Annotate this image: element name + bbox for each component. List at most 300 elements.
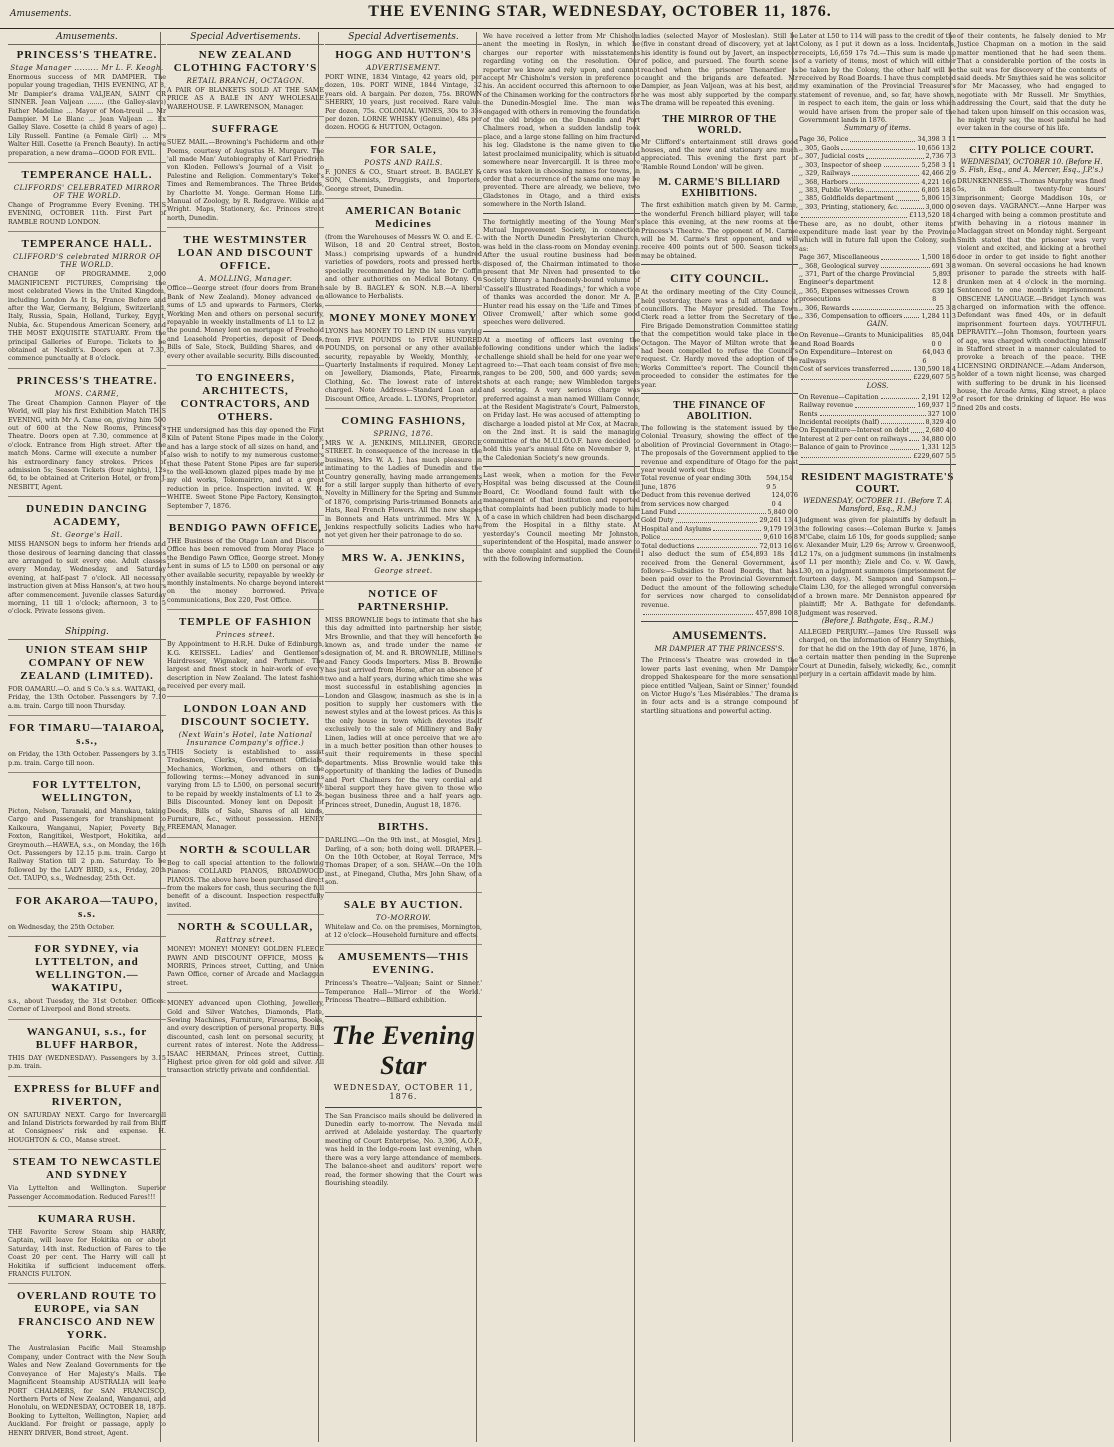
advert-text: CHANGE OF PROGRAMME. 2,000 MAGNIFICENT PICTURES, Comprising the most celebrated Views in the United Kingdom, including London As It Is, France Before and after the War, Germany, Belgium, Switzerland, Italy, Russia, Spain, Holland, Turkey, Egypt, Nubia, &c. Stupendous American Scenery, and THE MOST EXQUISITE STATUARY. From the principal Galleries of Europe. Tickets to be obtained at Nesbitt's. Doors open at 7.30, commence punctually at 8 o'clock. [8,270,166,363]
table-row [799,365,956,373]
row-label: ,, 303, Inspector of sheep [799,160,882,169]
table-row [641,542,798,550]
loss-table [799,393,956,460]
advert-block [8,722,166,773]
row-value: 1,331 12 5 [921,443,956,452]
table-row [799,161,956,169]
row-value: 10,656 13 2 [917,143,956,152]
leader-dots [884,161,920,167]
row-value: 85,044 0 0 [931,331,954,348]
row-label: Incidental receipts (half) [799,418,880,427]
row-label: ,, 385, Goldfields department [799,194,894,203]
advert-text: Via Lyttelton and Wellington. Superior Passenger Accommodation. Reduced Fares!!! [8,1184,166,1201]
leader-dots [820,410,926,416]
advert-heading: FOR SALE, [370,143,437,156]
divider [325,1016,482,1017]
row-label: ,, 368, Geological survey [799,261,880,270]
row-value: 9,179 19 3 [763,524,798,533]
table-heading-gain: GAIN. [866,320,889,329]
table-row [799,178,956,186]
row-value: 124,076 0 4 [771,491,798,508]
advert-heading: NORTH & SCOULLAR [179,843,312,856]
leader-dots [881,262,930,268]
advert-heading: LONDON LOAN AND DISCOUNT SOCIETY. [181,702,310,728]
row-value: £229,607 5 5 [913,373,956,382]
column-2 [160,32,330,1442]
divider [641,264,798,265]
advert-block [8,1290,166,1441]
advert-block [325,205,482,306]
row-label: ,, 306, Rewards [799,303,850,312]
advert-block [167,123,324,228]
divider [483,331,640,332]
leader-dots [881,253,919,259]
advert-subheading: CLIFFORDS' CELEBRATED MIRROR OF THE WORLD. [13,184,161,201]
row-value: 5,840 0 0 [767,508,798,517]
news-paragraph: We have received a letter from Mr Chisholm anent the meeting in Roslyn, in which he charges our reporter with misstatements regarding voting on the resolution. Our reporter we know and rely upon, and cannot accept Mr Chisholm's version in preference to his. An accident occurred this afternoon to one of the Chinamen working for the contractors for the Dunedin-Mosgiel line. The man was engaged with others in removing the foundation of the old bridge on the Dunedin and Port Chalmers road, when a sudden landslip took place, and a large stone falling on him fractured his leg. Gladstone is the name given to the latest proclaimed municipality, which is situated somewhere near Invercargill. It is three more cars was taken in choosing names for towns, in order that a recurrence of the same one may be prevented. There are already, we believe, two Gladstones in Otago, and a third exists somewhere in the North Island. [483,32,640,209]
row-value: 4,221 16 6 [921,177,956,186]
row-value: 34,398 3 11 [917,135,956,144]
row-value: 2,680 4 0 [925,426,956,435]
advert-text: SUEZ MAIL.—Browning's Pachiderm and other Poems, courtesy of Augustus H. Murgarv. The 'all made Man' Autobiography of Karl Friedrich von Kloden. Fellows's Journal of a Visit to Palestine and Religion. Commentary's Tekel's Times and Remembrances. The Three Brides, by Charlotte M. Yonge. German Home Life. Manual of Zoology, by R. Redgrave. Wilkie and Wright. Maps, Stationery, &c. Princes street north, Dunedin. [167,138,324,222]
leader-dots [841,144,915,150]
row-value: 327 10 0 [927,409,956,418]
row-value: 8,329 4 0 [925,418,956,427]
article-subheading: MR DAMPIER AT THE PRINCESS'S. [654,645,785,654]
advert-subheading: Rattray street. [215,936,276,945]
advert-text: MRS W. A. JENKINS, MILLINER, GEORGE STREET. In consequence of the increase in the business, Mrs W. A. J. has much pleasure in intimating to the Ladies of Dunedin and the Country generally, having made arrangements for a still larger supply than hitherto of every Novelty in Millinery for the Spring and Summer of 1876, comprising Paris-trimmed Bonnets and Hats, Real French Flowers. All the new shapes in Bonnets and Hats untrimmed. Mrs W. A. Jenkins respectfully solicits Ladies who have not yet given her their patronage to do so. [325,438,482,540]
table-row [799,262,956,270]
table-row [641,525,798,533]
advert-block [8,238,166,368]
leader-dots [890,443,919,449]
advert-text: Beg to call special attention to the following Pianos: COLLARD PIANOS, BROADWOOD PIANOS. The above have been purchased direct from the makers for cash, thus securing the full benefit of a discount. Inspection respectfully invited. [167,858,324,909]
advert-block [167,49,324,117]
leader-text: The San Francisco mails should be delivered in Dunedin early to-morrow. The Nevada mail arrived at Adelaide yesterday. The quarterly meeting of Court Enterprise, No. 3,396, A.O.F., was held in the lodge-room last evening, when there was a very large attendance of members. The balance-sheet and auditors' report were read, the former showing that the Court was flourishing steadily. [325,1111,482,1187]
advert-block [325,312,482,409]
row-label: ,, 307, Judicial costs [799,152,865,161]
table-row [641,533,798,541]
row-label: ,, 365, Expenses witnesses Crown prosecutions [799,286,909,304]
advert-block [167,921,324,993]
row-value: 169,937 1 5 [917,401,956,410]
section-heading: Special Advertisements. [325,32,482,45]
leader-dots [881,393,920,399]
table-row [799,270,956,287]
table-row [641,474,798,491]
advert-heading: THE WESTMINSTER LOAN AND DISCOUNT OFFICE. [177,234,314,273]
table-heading: Summary of items. [844,124,911,133]
table-row [799,203,956,211]
row-label: ,, 371, Part of the charge Provincial Engineer's department [799,269,915,287]
advert-block [8,1156,166,1207]
gain-table [799,331,956,381]
row-value: 6,805 18 6 [921,185,956,194]
table-row [799,144,956,152]
advert-text: MISS HANSON begs to inform her friends and those desirous of learning dancing that classes are arranged to suit every one. Adult classes every Monday, Wednesday, and Saturday evening, at half-past 7 o'clock. All necessary instruction given at Miss Hanson's, at two hours after commencement. Juvenile classes Saturday morning, 11 till 1 o'clock; afternoon, 3 to 5 o'clock. Private lessons given. [8,540,166,616]
advert-heading: DUNEDIN DANCING ACADEMY, [26,503,148,529]
advert-block [167,234,324,366]
paper-date: WEDNESDAY, OCTOBER 11, 1876. [333,1082,474,1101]
advert-list [325,49,482,1010]
advert-text: F. JONES & CO., Stuart street. B. BAGLEY & SON, Chemists, Druggists, and Importers, George street, Dunedin. [325,167,482,193]
table-heading-loss: LOSS. [866,381,889,390]
advert-subheading: George street. [374,566,433,575]
advert-text: The Australasian Pacific Mail Steamship Company, under Contract with the New South Wales and New Zealand Governments for the Conveyance of Her Majesty's Mails. The Magnificent Steamship AUSTRALIA will leave PORT CHALMERS, for SAN FRANCISCO, Northern Ports of New Zealand, Wanganui, and Honolulu, on WEDNESDAY, OCTOBER 18, 1876. Booking to Lyttelton, Wellington, Napier, and Auckland. For freight or passage, apply to HENRY DRIVER, Bond street, Agent. [8,1344,167,1437]
advert-heading: STEAM TO NEWCASTLE AND SYDNEY [12,1156,162,1182]
advert-subheading: MONS. CARME, [54,389,120,398]
paper-title: The Evening Star [331,1020,476,1080]
article-heading-amusements: AMUSEMENTS. [672,628,767,643]
row-value: 29,261 13 4 [759,516,798,525]
news-paragraph: The Princess's Theatre was crowded in the lower parts last evening, when Mr Dampier dropped Shakespeare for the more sensational piece entitled 'Valjean, Saint or Sinner,' founded on Victor Hugo's 'Les Misérables.' The drama is in four acts and is a strange compound of startling situations and powerful acting. [641,656,798,715]
advert-text: MISS BROWNLIE begs to intimate that she has this day admitted into partnership her sister, Mrs Brownlie, and that they will henceforth be known as, and trade under the name or designation of, M. and R. BROWNLIE, Milliners and Fancy Goods Importers. Miss B. Brownlie has just arrived from Home, after an absence of two and a half years, during which time she was most successful in establishing agencies in London and Glasgow, inasmuch as she is in a position to supply her customers with the newest styles and at the lowest prices. As this is the only house in town which devotes itself exclusively to the sale of Millinery and Baby Linen, ladies will at once perceive that we are in a much better position than other houses to suit their requirements in these special departments. Miss Brownlie would take this opportunity of thanking the ladies of Dunedin and Port Chalmers for the very cordial and liberal support they have given to those who began business three and a half years ago. Princes street, Dunedin, August 18, 1876. [325,615,482,809]
advert-heading: BIRTHS. [378,821,429,834]
advert-text: ON SATURDAY NEXT. Cargo for Invercargill and Inland Districts forwarded by rail from Bluff at Consignees' risk and expense. H. HOUGHTON & CO., Manse street. [8,1110,166,1144]
row-label: Total revenue of year ending 30th June, 1876 [641,474,751,491]
advert-heading: AMUSEMENTS—THIS EVENING. [337,951,470,977]
news-paragraph: Mr Clifford's entertainment still draws good houses, and the new and stationary are much appreciated. This evening the first part of 'Ramble Round London' will be given. [641,137,798,171]
advert-heading: OVERLAND ROUTE TO EUROPE, via SAN FRANCISCO AND NEW YORK. [16,1290,158,1342]
column-6 [792,32,962,1442]
advert-block [325,951,482,1009]
advert-heading: WANGANUI, s.s., for BLUFF HARBOR, [26,1025,148,1051]
advert-heading: TEMPLE OF FASHION [178,616,313,629]
leader-dots [891,365,911,371]
row-value: 5,893 12 8 [932,269,951,287]
advert-text: Princess's Theatre—'Valjean; Saint or Sinner.' Temperance Hall—'Mirror of the World.' Princess Theatre—Billiard exhibition. [325,979,482,1005]
row-label: On Revenue—Grants to Municipalities and Road Boards [799,331,924,348]
row-value: 1,500 18 6 [921,253,956,262]
advert-text: MONEY! MONEY! MONEY! GOLDEN FLEECE PAWN AND DISCOUNT OFFICE, MOSS & MORRIS, Princes street, Cutting, and Union Pawn Office, corner of Arcade and Maclaggan street. [167,945,324,987]
advert-text: DARLING.—On the 9th inst., at Mosgiel, Mrs J. Darling, of a son; both doing well. DRAPER.—On the 10th October, at Royal Terrace, Mrs Thomas Draper, of a son. SHAW.—On the 10th inst., at Finegand, Clutha, Mrs John Shaw, of a son. [325,836,482,887]
advert-text: FOR OAMARU.—O. and S Co.'s s.s. WAITAKI, on Friday, the 13th October. Passengers by 7.10 a.m. train. Cargo till noon Thursday. [8,684,166,710]
row-value: 64,043 6 6 [922,348,951,365]
column-7 [950,32,1112,1442]
leader-dots [911,426,924,432]
advert-text: (from the Warehouses of Messrs W. O. and E. C. Wilson, 18 and 20 Central street, Boston, Mass.) comprising upwards of a hundred varieties of powders, roots and pressed herbs, specially recommended by the late Dr Coffin and other authorities on Medical Botany. On sale by B. BAGLEY & SON. N.B.—A liberal allowance to Herbalists. [325,233,482,300]
divider [641,393,798,394]
table-row [799,373,956,381]
advert-heading: COMING FASHIONS, [341,414,466,427]
advert-text: The Great Champion Cannon Player of the World, will play his first Exhibition Match THIS EVENING, with Mr A. Came on, giving him 500 out of 600 at the New Rooms, Princess's Theatre. Doors open at 7.30, commence at 8 o'clock. Entrance from High street. After the match Mons. Carme will execute a number of his extraordinary fancy strokes. Prices of admission 5s; Season Tickets (four nights), 12s 6d, to be obtained at Criterion Hotel, or from J. NESBITT, Agent. [8,398,166,491]
news-paragraph: of their contents, he falsely denied to Mr Justice Chapman on a motion in the said matter mentioned that he had seen them. That a considerable portion of the costs in the suit was for discovery of the contents of said deeds. Mr Smythies said he was solicitor for Mr Macassey, who had engaged to negotiate with Mr Russell. Mr Smythies, addressing the Court, said that the duty he had taken upon himself on this occasion was, he might truly say, the most painful he had ever taken in the course of his life. [957,32,1106,133]
expenditure-table [799,135,956,211]
expenditure-total [799,211,956,219]
advert-text: THE Business of the Otago Loan and Discount Office has been removed from Moray Place to the Bendigo Pawn Office, George street. Money Lent in sums of L5 to L500 on personal or any other available security, repayable by weekly or monthly instalments. No charge beyond interest on the money borrowed. Private communications, Box 220, Post Office. [167,537,324,604]
table-row [799,410,956,418]
news-paragraph: Last week, when a motion for the Fever Hospital was being discussed at the Council Board, Cr. Woodland found fault with the management of that institution and reported that complaints had been publicly made to him of a case in which children had been discharged from the Hospital in a filthy state. At yesterday's Council meeting Mr Johnston, superintendent of the Hospital, made answer to the above complaint and supplied the Council with the following information. [483,470,640,563]
advert-block [8,503,166,621]
article-heading-carme: M. CARME'S BILLIARD EXHIBITIONS. [658,177,781,200]
advert-text: THIS Society is established to assist Tradesmen, Clerks, Government Officials, Mechanics, Workmen, and others on the following terms:—Money advanced in sums varying from L5 to L500, on personal security, to be repaid by weekly instalments of L1 to 2s. Bills Discounted. Money lent on Deposit of Deeds, Bills of Sale, Shares of all kinds, Furniture, &c., without possession. HENRY FREEMAN, Manager. [167,747,324,832]
advert-text: Change of Programme Every Evening. THIS EVENING, OCTOBER 11th. First Part of RAMBLE ROUND LONDON. [8,201,166,226]
row-label: ,, 383, Public Works [799,185,864,194]
leader-dots [852,169,919,175]
advert-heading: HOGG AND HUTTON'S [335,49,472,61]
article-heading-mirror: THE MIRROR OF THE WORLD. [662,113,777,136]
divider [799,464,956,465]
advert-subheading: ADVERTISEMENT. [366,64,441,72]
row-label: Balance of gain to Province [799,443,888,452]
advert-subheading: RETAIL BRANCH, OCTAGON. [186,77,305,85]
row-label: Interest at 2 per cent on railways [799,434,908,443]
advert-block [325,552,482,582]
advert-block [325,144,482,199]
row-label: ,, 336, Compensation to officers [799,312,903,320]
news-paragraph: These are, as no doubt, other items of expenditure made last year by the Province which will in future fall upon the Colony, such as: [799,219,956,253]
row-value: £229,607 5 5 [913,451,956,460]
advert-heading: KUMARA RUSH. [37,1213,137,1226]
advert-block [167,372,324,516]
article-subheading: WEDNESDAY, OCTOBER 10. (Before H. S. Fish, Esq., and A. Mercer, Esq., J.P.'s.) [959,157,1104,174]
divider [483,213,640,214]
row-value: 5,258 3 11 [921,160,956,169]
row-label: Total deductions [641,541,695,550]
table-row [641,516,798,524]
advert-heading: BENDIGO PAWN OFFICE, [168,522,323,534]
news-paragraph: The fortnightly meeting of the Young Men's Mutual Improvement Society, in connection with the North Dunedin Presbyterian Church, was held in the class-room on Monday evening. After the usual routine business had been disposed of, the Chairman intimated to those present that Mr Niven had presented to the Society library a handsomely-bound volume of 'Cassell's Illustrated Readings,' for which a vote of thanks was accorded the donor. Mr A. P. Hunter read his essay on the 'Life and Times of Oliver Cromwell,' after which some good speeches were delivered. [483,217,640,327]
news-paragraph: At the ordinary meeting of the City Council, held yesterday, there was a full attendance of councillors. The Mayor presided. The Town Clerk read a letter from the Secretary of the Fire Brigade Demonstration Committee stating that the competition would take place in the Octagon. The Mayor of Milton wrote that he had been compelled to refuse the Council's request. Cr. Hardy moved the adoption of the Works Committee's report. The Council then proceeded to consider the estimates for the year. [641,288,798,389]
table-row [799,443,956,451]
advert-text: on Friday, the 13th October. Passengers by 3.15 p.m. train. Cargo till noon. [8,750,166,767]
advert-block [325,415,482,546]
section-heading: Special Advertisements. [167,32,324,45]
advert-subheading: A. MOLLING, Manager. [198,275,293,284]
row-label: Page 36, Police [799,135,849,144]
finance-total [641,609,798,617]
table-row [641,508,798,516]
advert-list [167,49,324,1080]
table-row [799,135,956,143]
leader-dots [801,452,911,458]
row-label: Police [641,533,661,542]
leader-dots [904,312,919,318]
leader-dots [866,152,923,158]
divider [483,466,640,467]
row-value: 72,013 16 6 [759,541,798,550]
masthead-title: THE EVENING STAR, WEDNESDAY, OCTOBER 11, 1876. [368,3,832,20]
table-row [799,435,956,443]
advert-block [8,169,166,232]
advert-heading: UNION STEAM SHIP COMPANY OF NEW ZEALAND (LIMITED). [20,643,154,682]
advert-heading: FOR LYTTELTON, WELLINGTON, [32,778,142,804]
advert-text: By Appointment to H.R.H. Duke of Edinburgh, K.G. KEISSEL. Ladies' and Gentlemen's Hairdresser, Wigmaker, and Perfumer. The largest and finest stock in hair-work of every description in New Zealand. The latest fashion received per every mail. [167,640,324,691]
row-label: ,, 368, Harbors [799,177,849,186]
table-row [799,426,956,434]
news-paragraph: ALLEGED PERJURY.—James Ure Russell was charged, on the information of Henry Smythies, for that he did on the 19th day of June, 1876, in a certain matter then pending in the Supreme Court at Dunedin, falsely, wickedly, &c., commit perjury in a certain affidavit made by him. [799,627,956,678]
row-value: 25 3 8 [935,303,956,312]
table-row [799,287,956,304]
article-heading-rm-court: RESIDENT MAGISTRATE'S COURT. [801,471,954,496]
advert-heading: FOR AKAROA—TAUPO, s.s. [15,894,159,920]
leader-dots [676,516,758,522]
row-value: 2,191 12 9 [921,392,956,401]
advert-subheading: POSTS AND RAILS. [364,158,443,167]
row-value: 691 3 8 [931,261,956,270]
advert-text: A PAIR OF BLANKETS SOLD AT THE SAME PRICE AS A BALE IN ANY WHOLESALE WAREHOUSE. F. LAWRENSON, Manager. [167,86,324,111]
table-row [799,194,956,202]
advert-block [325,588,482,815]
total-value: £113,520 18 4 [909,211,956,220]
advert-text: Enormous success of MR DAMPIER. The popular young tragedian, THIS EVENING, AT 8, Mr Dampier's drama VALJEAN, SAINT OR SINNER. Jean Valjean ........ (the Galley-slave) Father Madeline ... Mayor of Mon-treuil ... Mr Dampier. M Le Blanc ... Jean Valjean ... Ex Galley Slave. Cosette (a child 8 years of age) ... Lily Russell. Fantine (a Female Girl) ... Mrs Walter Hill. Cosette (a French Beauty). In active preparation, a new drama—GOOD FOR EVIL. [8,73,166,157]
row-label: Cost of services transferred [799,365,890,374]
masthead [0,0,1114,29]
row-label: Railway revenue [799,401,854,410]
leader-dots [801,373,911,379]
advert-block [8,1213,166,1284]
row-label: Rents [799,409,818,418]
advert-text: s.s., about Tuesday, the 31st October. Offices: Corner of Liverpool and Bond streets. [8,996,166,1014]
advert-block [167,703,324,838]
advert-subheading: (Next Wain's Hotel, late National Insurance Company's office.) [178,730,313,747]
news-paragraph: DRUNKENNESS.—Thomas Murphy was fined 5s, in default twenty-four hours' imprisonment; George Maddison 10s, or seven days. VAGRANCY.—Anne Harper was charged with being a common prostitute and with behaving in a riotous manner in Maclaggan street on Monday night. Sergeant Smith stated that the prisoner was very violent and excited, and kicking at a brothel door in order to get inside to fight another woman. On several occasions he had known prisoner to parade the streets with half-drunken men at 4 o'clock in the morning. Sentenced to one month's imprisonment. OBSCENE LANGUAGE.—Bridget Lynch was charged on information with the offence. Defendant was fined 40s, or in default imprisonment fourteen days. YOUTHFUL DEPRAVITY.—John Thomson, fourteen years of age, was charged with conducting himself in Stafford street in a manner calculated to provoke a breach of the peace. THE LICENSING ORDINANCE.—Adam Anderson, holder of a town night license, was charged with suffering to be drunk in his licensed house, the Arcade Arms, King street, a place of resort for the drinking of liquor. He was fined 20s and costs. [957,176,1106,412]
advert-heading: SUFFRAGE [211,123,280,136]
advert-text: on Wednesday, the 25th October. [8,922,115,931]
advert-block [325,899,482,946]
column-5 [634,32,804,1442]
table-row [799,169,956,177]
leader-dots [881,418,923,424]
row-label: Hospital and Asylums [641,524,712,533]
news-paragraph: Later at L50 to 114 will pass to the credit of the Colony, as I put it down as a loss. Incidentals, receipts, L6,659 17s 7d.—This sum is made up of a variety of items, most of which will either be taken by the Colony, the other half will be received by Road Boards. I have thus completed my examination of the Provincial Treasurer's statement of revenue, and, so far, have shown, in respect to each item, the gain or loss which would have arisen from the proper sale of the Government lands in 1876. [799,32,956,125]
advert-list [8,49,166,621]
leader-dots [678,508,765,514]
row-value: 5,806 15 3 [921,194,956,203]
divider [641,621,798,622]
advert-subheading: SPRING, 1876. [373,429,434,438]
table-row [799,186,956,194]
table-row [799,393,956,401]
table-row [799,348,956,365]
article-heading-council: CITY COUNCIL. [670,271,769,286]
table-row [799,452,956,460]
section-heading: Amusements. [8,32,166,45]
advert-block [8,375,166,497]
advert-heading: TO ENGINEERS, ARCHITECTS, CONTRACTORS, AND OTHERS. [180,371,311,423]
news-paragraph: The first exhibition match given by M. Carme, the wonderful French billiard player, will take place this evening, at the new rooms at the Princess's Theatre. The opponent of M. Carme will be M. Carme's first opponent, and will receive 400 points out of 500. Season tickets may be obtained. [641,201,798,260]
advert-text: LYONS has MONEY TO LEND IN sums varying from FIVE POUNDS to FIVE HUNDRED POUNDS, on personal or any other available security, repayable by Weekly, Monthly, or Quarterly Instalments if required. Money Lent on Jewellery, Diamonds, Plate, Firearms, Clothing, &c. The lowest rate of interest charged. Note Address—Standard Loan and Discount Office, Arcade. L. LYONS, Proprietor. [325,327,482,403]
row-value: 2,736 7 3 [925,152,956,161]
advert-text: Picton, Nelson, Taranaki, and Manukau, taking Cargo and Passengers for transhipment to Kaikoura, Wanganui, Napier, Poverty Bay, Foxton, Rangitikei, Westport, Hokitika, and Greymouth.—HAWEA, s.s., on Monday, the 16th Oct. Passengers by 12.15 p.m. train. Cargo at Railway Station till 2 p.m. Saturday. To be followed by the LADY BIRD, s.s., Friday, 20th Oct. TAUPO, s.s., Wednesday, 25th Oct. [8,806,166,883]
row-label: ,, 393, Printing, stationery, &c. [799,202,899,211]
table-row [799,253,956,261]
advert-text: PORT WINE, 1834 Vintage, 42 years old, per dozen, 10s. PORT WINE, 1844 Vintage, 32 years old. A bargain. Per dozen, 75s. BROWN SHERRY, 10 years, just received. Rare value. Per dozen, 75s. COLONIAL WINES, 30s to 35s per dozen. LORNE WHISKY (Genuine), 48s per dozen. HOGG & HUTTON, Octagon. [325,73,482,132]
article-heading-finance: THE FINANCE OF ABOLITION. [673,400,766,422]
row-value: 639 14 8 [932,286,955,304]
advert-heading: MRS W. A. JENKINS, [341,551,466,564]
advert-block [167,844,324,915]
advert-heading: MONEY MONEY MONEY [329,312,478,325]
row-label: Gold Duty [641,516,674,525]
leader-dots [713,525,761,531]
advert-block [8,779,166,889]
news-paragraph: At a meeting of officers last evening the following conditions under which the ladies' challenge shield shall be held for one year were agreed to:—That each team consist of five men; ranges to be 200, 500, and 600 yards; seven shots at each range; new Wimbledon targets and scoring. A very serious charge was preferred against a man named William Connor, at the Resident Magistrate's Court, Palmerston, on Friday last. He was accused of attempting to discharge a loaded pistol at Mr Cox, at Macrae, on the 2nd inst. It is said the managing committee of the M.U.I.O.O.F. have decided to hold this year's annual fête on November 9, at the Caledonian Society's new grounds. [483,335,640,462]
masthead-section-label: Amusements. [10,9,72,19]
column-3 [318,32,488,1442]
row-label: On Revenue—Capitation [799,392,879,401]
news-paragraph: I also deduct the sum of £54,893 18s 1d received from the General Government, as follows:—Subsidies to Road Boards, that has been paid over to the Provincial Government. Deduct the amount of the following schedule for services now charged to consolidated revenue. [641,550,798,609]
advert-subheading: Princes street. [215,631,276,640]
advert-subheading: CLIFFORD'S celebrated MIRROR OF THE WORLD. [13,253,161,270]
advert-heading: FOR SYDNEY, via LYTTELTON, and WELLINGTON.—WAKATIPU, [34,942,140,994]
total-value: 457,898 10 8 [755,608,798,617]
advert-heading: FOR TIMARU—TAIAROA, s.s., [9,722,165,748]
row-value: 42,466 2 9 [921,169,956,178]
advert-block [167,999,324,1080]
leader-dots [850,178,919,184]
row-value: 3,000 0 0 [925,202,956,211]
advert-text: Whitelaw and Co. on the premises, Mornington, at 12 o'clock—Household furniture and effects. [325,922,482,940]
news-paragraph: Judgment was given for plaintiffs by default in the following cases:—Coleman Burke v. James M'Cabe, claim L6 10s, for goods supplied; same v. Alexander Muir, L29 6s; Arrow v. Greenwood, L2 17s, on a judgment summons (in instalments of L1 per month); Ziele and Co. v. W. Gawn, L30, on a judgment summons (imprisonment for fourteen days). M. Sampson and Sampson.—Claim L30, for the alleged wrongful conversion of a brown mare. Mr Denniston appeared for plaintiff; Mr A. Bathgate for defendants. Judgment was reserved. [799,516,956,617]
advert-heading: SALE BY AUCTION. [343,898,464,911]
news-paragraph: ladies (selected Mayor of Mosleslan). Still be (five in constant dread of discovery, yet at last his identity is found out by Javert, an inspector of police, and pursued. The fourth scene is reached when the prisoner Thenardier is caught and the brigands are defeated. Mr Dampier, as Jean Valjean, was at his best, and he was most ably supported by the company. The drama will be repeated this evening. [641,32,798,108]
table-row [799,312,956,320]
advert-heading: TEMPERANCE HALL. [21,169,153,182]
advert-subheading: Stage Manager ......... Mr L. F. Keogh. [10,64,164,72]
advert-block [8,1026,166,1077]
advert-heading: TEMPERANCE HALL. [21,238,153,251]
divider [325,1107,482,1108]
row-value: 1,284 11 3 [921,312,956,320]
advert-block [167,616,324,696]
row-label: Deduct from this revenue derived from services now charged [641,491,751,508]
shipping-list [8,644,166,1442]
advert-heading: EXPRESS for BLUFF and RIVERTON, [14,1082,160,1108]
table-row [641,491,798,508]
advert-block [325,821,482,892]
advert-block [8,644,166,716]
row-label: Land Fund [641,508,677,517]
advert-heading: PRINCESS'S THEATRE. [16,49,158,61]
leader-dots [852,304,934,310]
advert-text: THE Favorite Screw Steam ship HARRY, Captain, will leave for Hokitika on or about Saturday, 14th inst. Reduction of Fares to the Coast 20 per cent. The Harry will call at Hokitika if sufficient inducement offers. FRANCIS FULTON. [8,1228,166,1279]
row-value: 130,590 18 4 [913,365,956,374]
row-value: 34,880 0 0 [921,434,956,443]
advert-block [8,943,166,1020]
column-1 [2,32,172,1442]
article-subheading: WEDNESDAY, OCTOBER 11. (Before T. A. Mansford, Esq., R.M.) [802,497,953,514]
advert-heading: PRINCESS'S THEATRE. [16,374,158,387]
advert-text: MONEY advanced upon Clothing, Jewellery, Gold and Silver Watches, Diamonds, Plate, Sewing Machines, Furniture, Firearms, Books, and every description of personal property. Bills discounted, cash lent on personal security, at current rates of interest. Note the Address—ISAAC HERMAN, Princes street, Cutting. Highest price given for old gold and silver. All transaction strictly private and confidential. [167,999,324,1075]
advert-block [8,49,166,163]
row-label: On Expenditure—Interest on debt [799,426,909,435]
advert-block [8,1083,166,1151]
leader-dots [662,533,761,539]
row-label: On Expenditure—Interest on railways [799,348,893,365]
leader-dots [850,135,915,141]
row-value: 594,154 9 5 [766,474,793,491]
row-label: ,, 305, Gaols [799,143,840,152]
leader-dots [909,435,919,441]
table-row [799,331,956,348]
section-heading-shipping: Shipping. [8,627,166,640]
table-row [799,401,956,409]
expenditure-table-b [799,253,956,320]
row-label: Page 367, Miscellaneous [799,253,880,262]
leader-dots [901,203,924,209]
advert-block [167,522,324,610]
article-heading-police-court: CITY POLICE COURT. [968,143,1095,156]
advert-text: THIS DAY (WEDNESDAY). Passengers by 3.15 p.m. train. [8,1053,166,1071]
leader-dots [855,401,915,407]
finance-table [641,474,798,550]
row-value: 9,610 16 8 [763,533,798,542]
advert-heading: NOTICE OF PARTNERSHIP. [357,587,450,613]
advert-heading: NEW ZEALAND CLOTHING FACTORY'S [173,49,318,74]
table-row [799,304,956,312]
news-paragraph: The following is the statement issued by the Colonial Treasury, showing the effect of the abolition of Provincial Government in Otago:—The proposals of the Government applied to the revenue and expenditure of Otago for the past year would work out thus: [641,424,798,475]
